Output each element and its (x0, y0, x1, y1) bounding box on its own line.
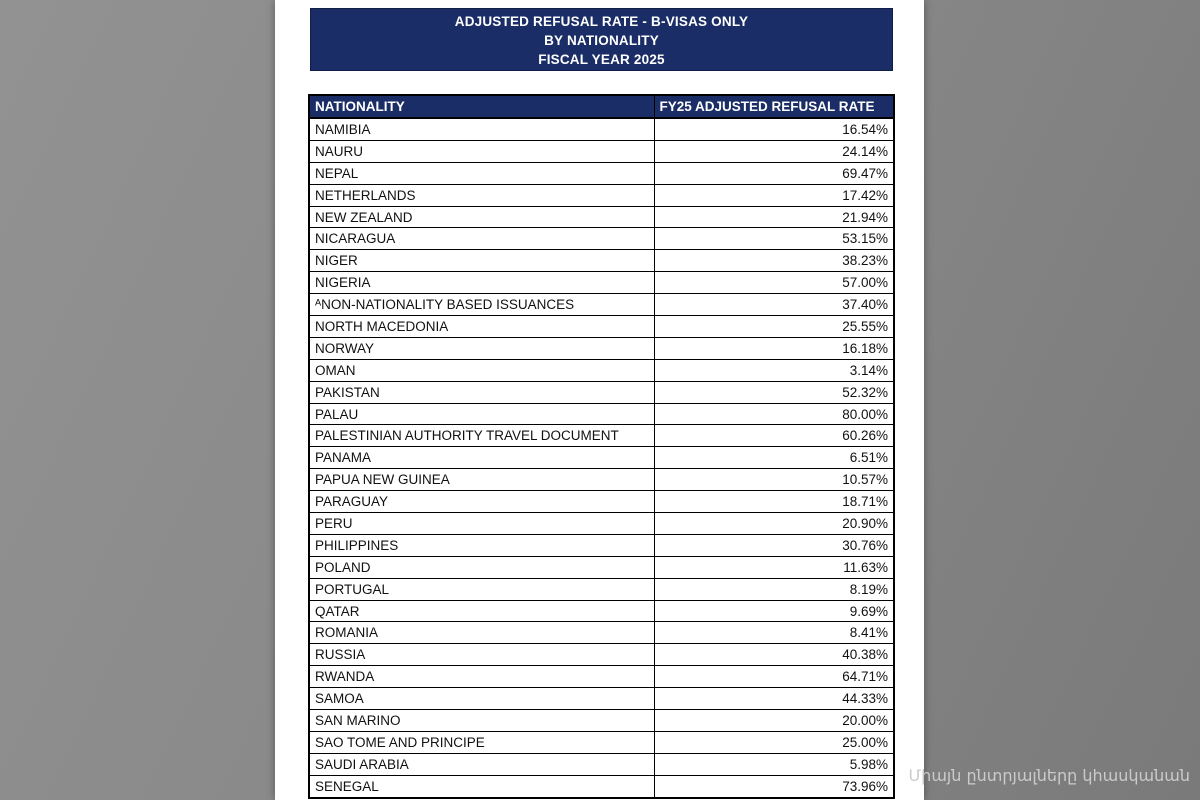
table-row (309, 513, 894, 535)
refusal-rate-cell: 20.00% (654, 710, 894, 732)
nationality-cell: RUSSIA (309, 644, 654, 666)
refusal-rate-cell: 30.76% (654, 534, 894, 556)
table-row (309, 469, 894, 491)
refusal-rate-cell: 44.33% (654, 688, 894, 710)
nationality-cell: ᴬNON-NATIONALITY BASED ISSUANCES (309, 294, 654, 316)
refusal-rate-cell: 21.94% (654, 206, 894, 228)
table-row (309, 644, 894, 666)
nationality-cell: POLAND (309, 556, 654, 578)
refusal-rate-cell: 6.51% (654, 447, 894, 469)
table-row (309, 272, 894, 294)
refusal-rate-cell: 11.63% (654, 556, 894, 578)
table-row (309, 140, 894, 162)
nationality-cell: QATAR (309, 600, 654, 622)
table-row (309, 622, 894, 644)
table-row (309, 316, 894, 338)
table-row (309, 556, 894, 578)
table-row (309, 118, 894, 140)
refusal-rate-cell: 25.55% (654, 316, 894, 338)
table-row (309, 359, 894, 381)
nationality-cell: NIGERIA (309, 272, 654, 294)
refusal-rate-cell: 57.00% (654, 272, 894, 294)
refusal-rate-cell: 53.15% (654, 228, 894, 250)
nationality-cell: PERU (309, 513, 654, 535)
refusal-rate-cell: 69.47% (654, 162, 894, 184)
table-row (309, 447, 894, 469)
nationality-cell: SAMOA (309, 688, 654, 710)
nationality-cell: NORWAY (309, 337, 654, 359)
table-row (309, 534, 894, 556)
table-row (309, 294, 894, 316)
table-row (309, 250, 894, 272)
refusal-rate-cell: 8.41% (654, 622, 894, 644)
title-line-2: BY NATIONALITY (544, 33, 659, 48)
table-row (309, 753, 894, 775)
nationality-cell: PARAGUAY (309, 491, 654, 513)
table-row (309, 710, 894, 732)
column-header-nationality: NATIONALITY (309, 95, 654, 118)
refusal-rate-cell: 73.96% (654, 775, 894, 797)
refusal-rate-cell: 5.98% (654, 753, 894, 775)
refusal-rate-cell: 17.42% (654, 184, 894, 206)
title-line-3: FISCAL YEAR 2025 (538, 52, 665, 67)
nationality-cell: SAUDI ARABIA (309, 753, 654, 775)
nationality-cell: SAO TOME AND PRINCIPE (309, 731, 654, 753)
nationality-cell: PORTUGAL (309, 578, 654, 600)
refusal-rate-cell: 80.00% (654, 403, 894, 425)
refusal-rate-cell: 37.40% (654, 294, 894, 316)
nationality-cell: PANAMA (309, 447, 654, 469)
nationality-cell: PAKISTAN (309, 381, 654, 403)
table-row (309, 403, 894, 425)
nationality-cell: NETHERLANDS (309, 184, 654, 206)
nationality-cell: ROMANIA (309, 622, 654, 644)
nationality-cell: SENEGAL (309, 775, 654, 797)
nationality-cell: PHILIPPINES (309, 534, 654, 556)
table-row (309, 666, 894, 688)
refusal-rate-cell: 16.54% (654, 118, 894, 140)
table-header-row (309, 95, 894, 118)
table-row (309, 578, 894, 600)
refusal-rate-cell: 20.90% (654, 513, 894, 535)
refusal-rate-cell: 16.18% (654, 337, 894, 359)
title-line-1: ADJUSTED REFUSAL RATE - B-VISAS ONLY (454, 14, 749, 29)
nationality-cell: PALAU (309, 403, 654, 425)
refusal-rate-cell: 25.00% (654, 731, 894, 753)
nationality-cell: NAURU (309, 140, 654, 162)
nationality-cell: PALESTINIAN AUTHORITY TRAVEL DOCUMENT (309, 425, 654, 447)
nationality-cell: NORTH MACEDONIA (309, 316, 654, 338)
refusal-rate-table (308, 94, 895, 799)
refusal-rate-cell: 8.19% (654, 578, 894, 600)
refusal-rate-cell: 18.71% (654, 491, 894, 513)
nationality-cell: NAMIBIA (309, 118, 654, 140)
nationality-cell: NIGER (309, 250, 654, 272)
table-row (309, 688, 894, 710)
nationality-cell: PAPUA NEW GUINEA (309, 469, 654, 491)
table-row (309, 491, 894, 513)
table-row (309, 162, 894, 184)
nationality-cell: RWANDA (309, 666, 654, 688)
refusal-rate-cell: 52.32% (654, 381, 894, 403)
column-header-refusal-rate: FY25 ADJUSTED REFUSAL RATE (654, 95, 894, 118)
refusal-rate-cell: 10.57% (654, 469, 894, 491)
watermark-text: Միայն ընտրյալները կհասկանան (908, 766, 1190, 785)
nationality-cell: NEW ZEALAND (309, 206, 654, 228)
refusal-rate-cell: 40.38% (654, 644, 894, 666)
table-row (309, 206, 894, 228)
refusal-rate-cell: 38.23% (654, 250, 894, 272)
nationality-cell: NICARAGUA (309, 228, 654, 250)
refusal-rate-cell: 9.69% (654, 600, 894, 622)
refusal-rate-cell: 60.26% (654, 425, 894, 447)
nationality-cell: OMAN (309, 359, 654, 381)
table-row (309, 425, 894, 447)
nationality-cell: SAN MARINO (309, 710, 654, 732)
nationality-cell: NEPAL (309, 162, 654, 184)
document-page (275, 0, 924, 800)
table-row (309, 731, 894, 753)
table-row (309, 381, 894, 403)
table-row (309, 600, 894, 622)
refusal-rate-cell: 64.71% (654, 666, 894, 688)
table-row (309, 775, 894, 797)
refusal-rate-cell: 24.14% (654, 140, 894, 162)
table-row (309, 337, 894, 359)
table-row (309, 228, 894, 250)
document-title-banner (310, 8, 893, 71)
refusal-rate-cell: 3.14% (654, 359, 894, 381)
table-row (309, 184, 894, 206)
